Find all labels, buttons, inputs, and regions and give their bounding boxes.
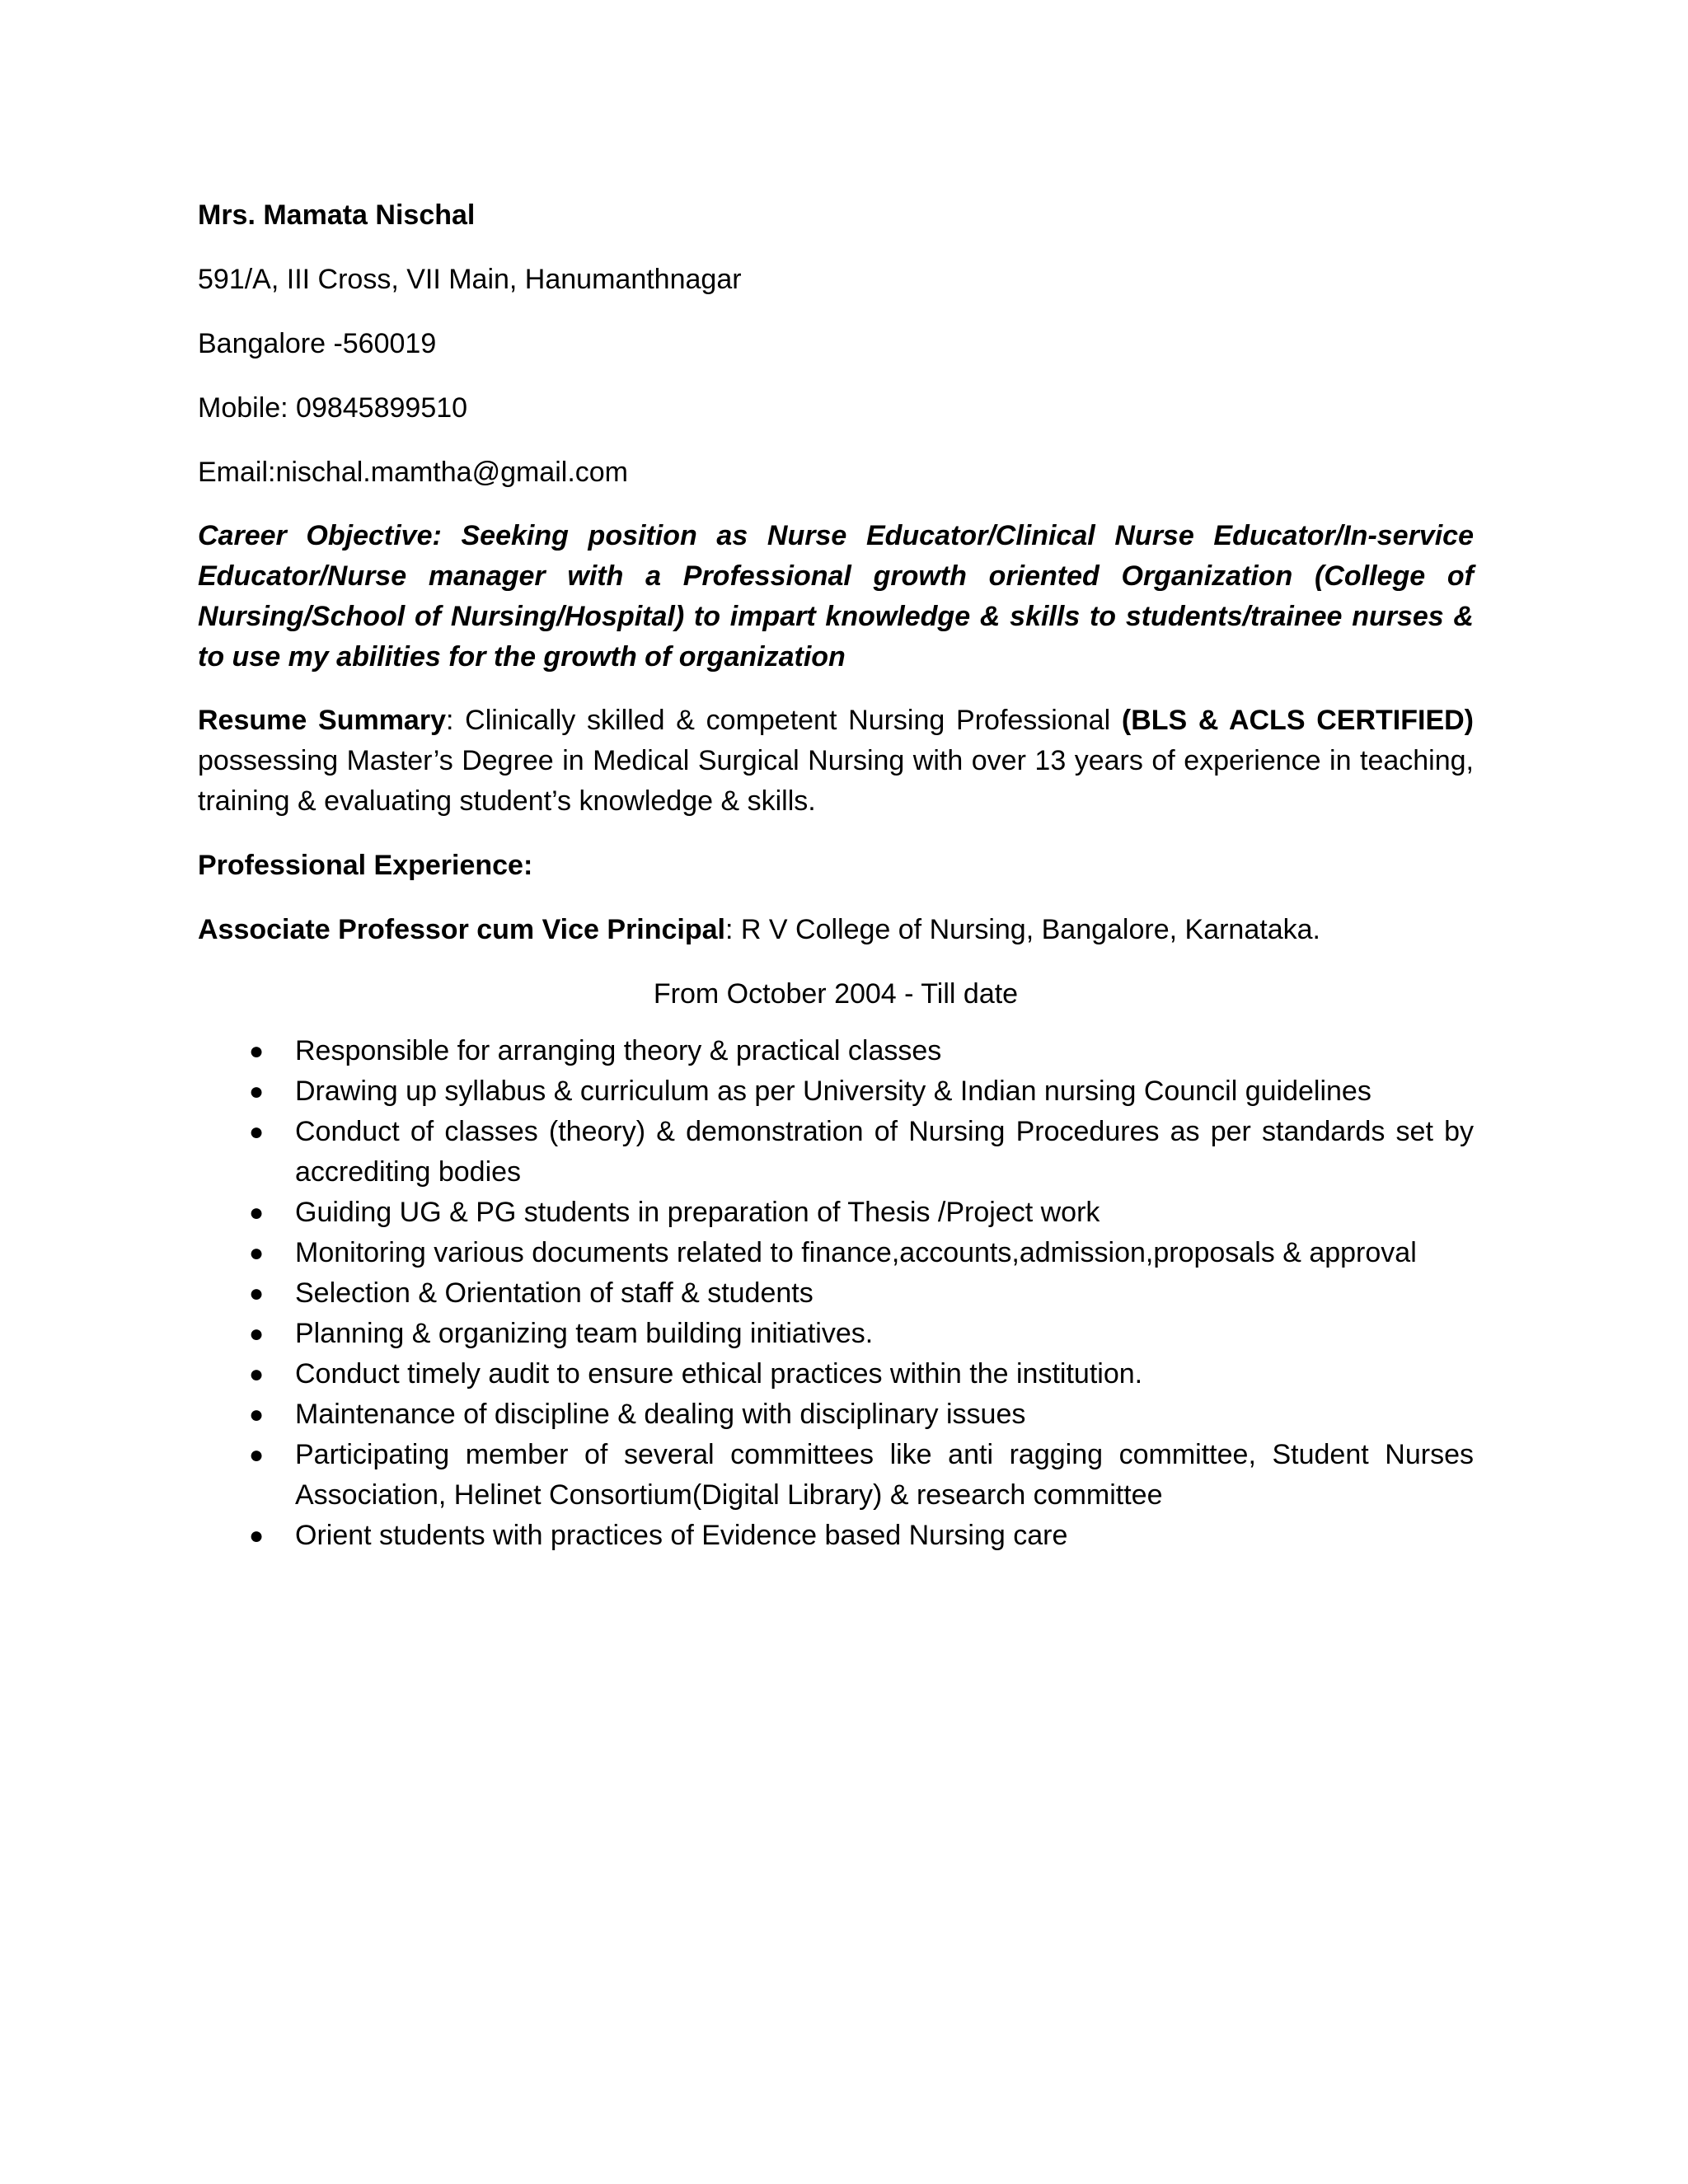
job-organization: : R V College of Nursing, Bangalore, Karnataka.: [725, 914, 1320, 945]
bullet-icon: ●: [249, 1118, 265, 1146]
job-role: Associate Professor cum Vice Principal: [198, 914, 725, 945]
certification-badge: (BLS & ACLS CERTIFIED): [1121, 705, 1475, 736]
bullet-icon: ●: [249, 1320, 265, 1347]
resume-page: [198, 194, 1474, 1556]
job-title-line: [198, 909, 1474, 950]
duties-list: [198, 1031, 1474, 1556]
bullet-icon: ●: [249, 1401, 265, 1428]
experience-heading: Professional Experience:: [198, 850, 533, 881]
resume-summary-text-before: : Clinically skilled & competent Nursing Professional: [445, 705, 1122, 736]
duty-text: Selection & Orientation of staff & students: [295, 1277, 814, 1309]
duty-text: Guiding UG & PG students in preparation of Thesis /Project work: [295, 1197, 1100, 1228]
resume-summary: [198, 701, 1474, 822]
address-line-2: Bangalore -560019: [198, 328, 437, 359]
resume-summary-label: Resume Summary: [198, 705, 446, 736]
bullet-icon: ●: [249, 1199, 265, 1226]
list-item: [198, 1354, 1474, 1394]
bullet-icon: ●: [249, 1280, 265, 1307]
list-item: [198, 1071, 1474, 1112]
duty-text: Responsible for arranging theory & practical classes: [295, 1035, 942, 1066]
bullet-icon: ●: [249, 1038, 265, 1065]
list-item: [198, 1112, 1474, 1193]
list-item: [198, 1394, 1474, 1435]
resume-summary-text-after: possessing Master’s Degree in Medical Surgical Nursing with over 13 years of experience in teaching, training & evaluating student’s knowledge & skills.: [198, 745, 1474, 817]
list-item: [198, 1314, 1474, 1354]
list-item: [198, 1031, 1474, 1071]
duty-text: Orient students with practices of Evidence based Nursing care: [295, 1520, 1068, 1551]
duty-text: Maintenance of discipline & dealing with disciplinary issues: [295, 1399, 1026, 1430]
bullet-icon: ●: [249, 1240, 265, 1267]
duty-text: Conduct of classes (theory) & demonstration of Nursing Procedures as per standards set by accrediting bodies: [295, 1116, 1474, 1188]
list-item: [198, 1233, 1474, 1273]
candidate-name: Mrs. Mamata Nischal: [198, 199, 476, 231]
list-item: [198, 1435, 1474, 1516]
duty-text: Conduct timely audit to ensure ethical practices within the institution.: [295, 1358, 1143, 1390]
bullet-icon: ●: [249, 1361, 265, 1388]
duty-text: Drawing up syllabus & curriculum as per University & Indian nursing Council guidelines: [295, 1076, 1372, 1107]
mobile-number: Mobile: 09845899510: [198, 392, 468, 424]
email-address: Email:nischal.mamtha@gmail.com: [198, 457, 629, 488]
list-item: [198, 1516, 1474, 1556]
bullet-icon: ●: [249, 1441, 265, 1469]
job-period: From October 2004 - Till date: [653, 978, 1019, 1010]
duty-text: Participating member of several committees like anti ragging committee, Student Nurses Association, Helinet Consortium(Digital Library) & research committee: [295, 1439, 1474, 1511]
duty-text: Monitoring various documents related to finance,accounts,admission,proposals & approval: [295, 1237, 1417, 1268]
career-objective: Career Objective: Seeking position as Nurse Educator/Clinical Nurse Educator/In-service Educator/Nurse manager with a Professional growth oriented Organization (College of Nursing/School of Nursing/Hospital) to impart knowledge & skills to students/trainee nurses & to use my abilities for the growth of organization: [198, 520, 1474, 673]
duty-text: Planning & organizing team building initiatives.: [295, 1318, 874, 1349]
list-item: [198, 1193, 1474, 1233]
address-line-1: 591/A, III Cross, VII Main, Hanumanthnagar: [198, 264, 742, 295]
list-item: [198, 1273, 1474, 1314]
bullet-icon: ●: [249, 1078, 265, 1105]
bullet-icon: ●: [249, 1522, 265, 1549]
